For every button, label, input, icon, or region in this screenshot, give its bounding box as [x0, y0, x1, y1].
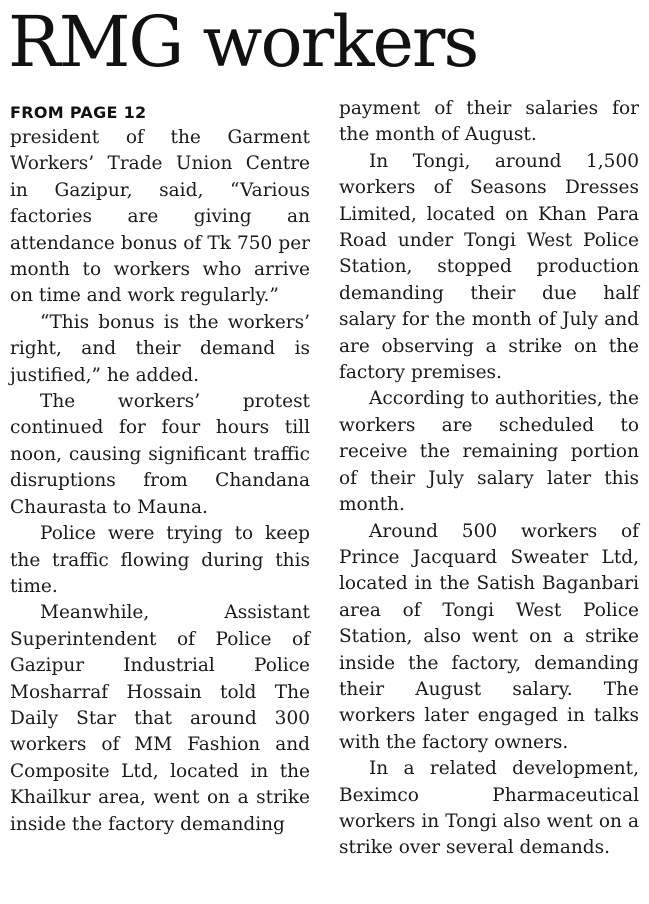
- paragraph-continuation: payment of their salaries for the month of August.: [339, 98, 639, 146]
- article-headline: RMG workers: [8, 1, 478, 83]
- paragraph: Police were trying to keep the traffic flowing during this time.: [10, 523, 310, 597]
- paragraph: Meanwhile, Assistant Superintendent of Police of Gazipur Industrial Police Mosharraf Hossain told The Daily Star that around 300 workers of MM Fashion and Composite Ltd, located in the Khailkur area, went on a strike inside the factory demanding: [10, 602, 310, 835]
- paragraph-continuation: president of the Garment Workers’ Trade Union Centre in Gazipur, said, “Various factories are giving an attendance bonus of Tk 750 per month to workers who arrive on time and work regularly.”: [10, 127, 310, 307]
- paragraph: The workers’ protest continued for four hours till noon, causing significant traffic disruptions from Chandana Chaurasta to Mauna.: [10, 391, 310, 518]
- article-column-left: [10, 101, 310, 838]
- paragraph: In a related development, Beximco Pharmaceutical workers in Tongi also went on a strike over several demands.: [339, 758, 639, 859]
- paragraph: “This bonus is the workers’ right, and their demand is justified,” he added.: [10, 311, 310, 386]
- continued-from-label: FROM PAGE 12: [10, 103, 147, 122]
- paragraph: Around 500 workers of Prince Jacquard Sweater Ltd, located in the Satish Baganbari area of Tongi West Police Station, also went on a strike inside the factory, demanding their August salary. The workers later engaged in talks with the factory owners.: [339, 520, 639, 753]
- article-column-right: [339, 96, 639, 862]
- paragraph: According to authorities, the workers are scheduled to receive the remaining portion of their July salary later this month.: [339, 388, 639, 516]
- paragraph: In Tongi, around 1,500 workers of Seasons Dresses Limited, located on Khan Para Road under Tongi West Police Station, stopped production demanding their due half salary for the month of July and are observing a strike on the factory premises.: [339, 150, 639, 384]
